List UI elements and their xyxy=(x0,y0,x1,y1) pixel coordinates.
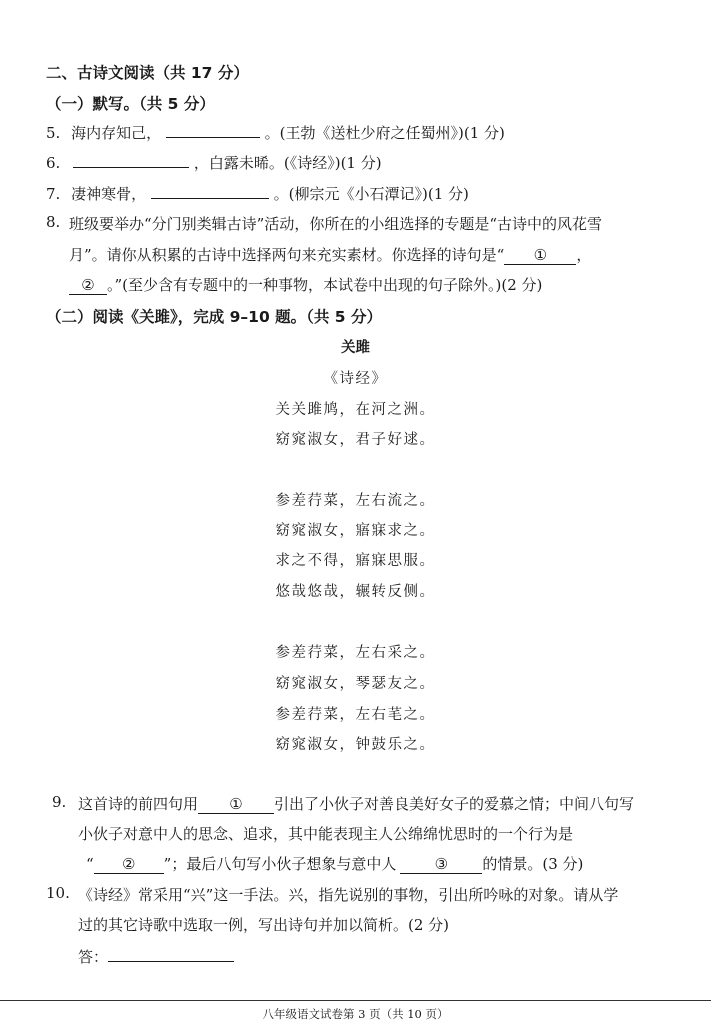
q9-blank-3[interactable]: ③ xyxy=(400,855,482,874)
q10-answer-blank[interactable] xyxy=(108,947,234,962)
q8-comma: ， xyxy=(576,246,592,264)
q8-line1: 班级要举办“分门别类辑古诗”活动，你所在的小组选择的专题是“古诗中的风花雪 xyxy=(69,215,603,233)
poem-line: 悠哉悠哉，辗转反侧。 xyxy=(275,584,436,600)
q9-l3-a: “ xyxy=(86,855,94,873)
q8-blank-1[interactable]: ① xyxy=(504,246,576,265)
q7-answer-blank[interactable] xyxy=(151,184,269,199)
poem-line: 参差荇菜，左右芼之。 xyxy=(275,707,436,723)
q9-line1 xyxy=(78,793,634,814)
q8-blank-2[interactable]: ② xyxy=(69,276,107,295)
footer-divider xyxy=(0,1000,711,1001)
question-7 xyxy=(46,183,469,204)
q8-line3-rest: 。”(至少含有专题中的一种事物，本试卷中出现的句子除外。)(2 分) xyxy=(107,276,543,294)
q9-line3 xyxy=(86,853,583,874)
q5-number: 5. xyxy=(46,124,61,142)
q5-before: 海内存知己， xyxy=(71,124,162,142)
q8-number: 8. xyxy=(46,213,61,231)
poem-line: 窈窕淑女，钟鼓乐之。 xyxy=(275,737,436,753)
q9-l1-a: 这首诗的前四句用 xyxy=(78,795,199,813)
q8-line2 xyxy=(69,244,591,265)
poem-line: 窈窕淑女，寤寐求之。 xyxy=(275,523,436,539)
poem-line: 参差荇菜，左右流之。 xyxy=(275,493,436,509)
q9-l1-b: 引出了小伙子对善良美好女子的爱慕之情；中间八句写 xyxy=(274,795,635,813)
section-title: 二、古诗文阅读（共 17 分） xyxy=(46,64,249,82)
q7-before: 凄神寒骨， xyxy=(71,185,147,203)
question-5 xyxy=(46,122,505,143)
poem-line: 求之不得，寤寐思服。 xyxy=(275,553,436,569)
q10-line1: 《诗经》常采用“兴”这一手法。兴，指先说别的事物，引出所吟咏的对象。请从学 xyxy=(78,886,619,904)
poem-line: 窈窕淑女，君子好逑。 xyxy=(275,432,436,448)
q9-line2: 小伙子对意中人的思念、追求，其中能表现主人公绵绵忧思时的一个行为是 xyxy=(78,825,574,843)
q5-after: 。(王勃《送杜少府之任蜀州》)(1 分) xyxy=(264,124,505,142)
q10-number: 10. xyxy=(46,884,70,902)
q9-number: 9. xyxy=(52,793,67,811)
q7-after: 。(柳宗元《小石潭记》)(1 分) xyxy=(273,185,469,203)
poem-source: 《诗经》 xyxy=(323,371,388,387)
q9-l3-c: 的情景。(3 分) xyxy=(482,855,584,873)
part1-title: （一）默写。（共 5 分） xyxy=(46,95,215,113)
q8-line3 xyxy=(69,274,542,295)
q10-line2: 过的其它诗歌中选取一例，写出诗句并加以简析。(2 分) xyxy=(78,916,450,934)
poem-line: 关关雎鸠，在河之洲。 xyxy=(275,402,436,418)
q10-answer xyxy=(78,946,234,967)
q5-answer-blank[interactable] xyxy=(166,123,260,138)
q6-number: 6. xyxy=(46,154,61,172)
q8-line2-text: 月”。请你从积累的古诗中选择两句来充实素材。你选择的诗句是“ xyxy=(69,246,505,264)
poem-title: 关雎 xyxy=(341,340,370,356)
part2-title: （二）阅读《关雎》，完成 9–10 题。（共 5 分） xyxy=(46,308,382,326)
q9-blank-2[interactable]: ② xyxy=(94,855,164,874)
q10-answer-label: 答： xyxy=(78,948,109,966)
poem-line: 参差荇菜，左右采之。 xyxy=(275,645,436,661)
q7-number: 7. xyxy=(46,185,61,203)
page-footer: 八年级语文试卷第 3 页（共 10 页） xyxy=(262,1007,449,1021)
q6-answer-blank[interactable] xyxy=(73,153,189,168)
q9-blank-1[interactable]: ① xyxy=(198,795,274,814)
q6-after: ，白露未晞。(《诗经》)(1 分) xyxy=(193,154,382,172)
question-6 xyxy=(46,152,382,173)
q9-l3-b: ”；最后八句写小伙子想象与意中人 xyxy=(163,855,397,873)
poem-line: 窈窕淑女，琴瑟友之。 xyxy=(275,676,436,692)
